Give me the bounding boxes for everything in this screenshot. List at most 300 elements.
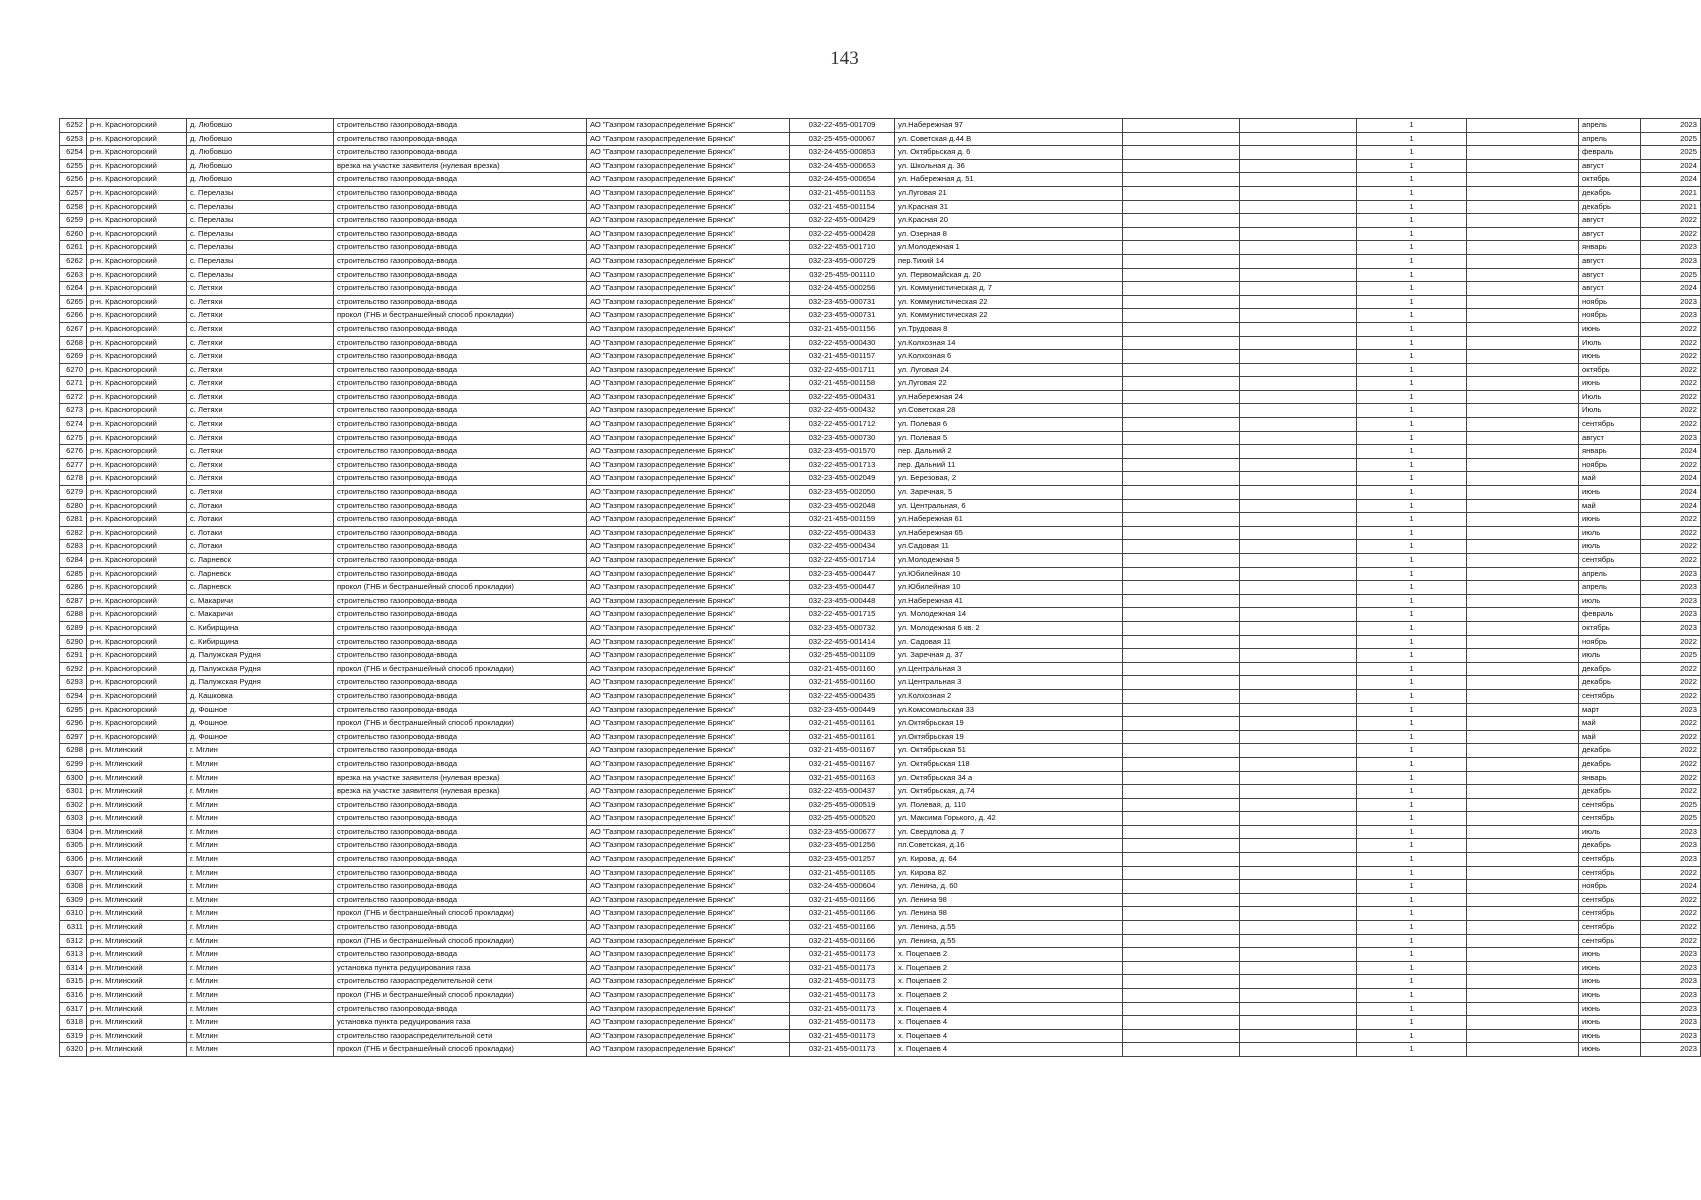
work-type-cell: врезка на участке заявителя (нулевая врезка)	[334, 785, 587, 799]
table-row	[60, 227, 1701, 241]
district-cell: р-н. Красногорский	[87, 554, 187, 568]
work-type-cell: строительство газопровода-ввода	[334, 866, 587, 880]
year-cell: 2022	[1641, 744, 1701, 758]
row-number-cell: 6253	[60, 132, 87, 146]
row-number-cell: 6317	[60, 1002, 87, 1016]
empty-col-3-cell	[1467, 241, 1579, 255]
year-cell: 2023	[1641, 119, 1701, 133]
quantity-cell: 1	[1357, 214, 1467, 228]
address-cell: ул. Луговая 24	[895, 363, 1123, 377]
empty-col-3-cell	[1467, 119, 1579, 133]
month-cell: Июль	[1579, 336, 1641, 350]
work-type-cell: прокол (ГНБ и бестраншейный способ прокладки)	[334, 934, 587, 948]
empty-col-2-cell	[1240, 581, 1357, 595]
organization-cell: АО "Газпром газораспределение Брянск"	[587, 825, 790, 839]
address-cell: ул.Центральная 3	[895, 662, 1123, 676]
cadastral-number-cell: 032-22-455-001713	[790, 458, 895, 472]
row-number-cell: 6269	[60, 350, 87, 364]
address-cell: х. Поцепаев 4	[895, 1043, 1123, 1057]
quantity-cell: 1	[1357, 186, 1467, 200]
empty-col-2-cell	[1240, 961, 1357, 975]
empty-col-2-cell	[1240, 893, 1357, 907]
work-type-cell: строительство газопровода-ввода	[334, 254, 587, 268]
empty-col-2-cell	[1240, 186, 1357, 200]
cadastral-number-cell: 032-21-455-001160	[790, 662, 895, 676]
month-cell: декабрь	[1579, 785, 1641, 799]
address-cell: ул. Набережная д. 51	[895, 173, 1123, 187]
empty-col-2-cell	[1240, 309, 1357, 323]
empty-col-3-cell	[1467, 445, 1579, 459]
settlement-cell: г. Мглин	[187, 771, 334, 785]
address-cell: ул.Набережная 97	[895, 119, 1123, 133]
empty-col-2-cell	[1240, 798, 1357, 812]
settlement-cell: д. Любовшо	[187, 119, 334, 133]
empty-col-1-cell	[1123, 227, 1240, 241]
year-cell: 2023	[1641, 1043, 1701, 1057]
quantity-cell: 1	[1357, 472, 1467, 486]
work-type-cell: строительство газопровода-ввода	[334, 200, 587, 214]
table-row	[60, 771, 1701, 785]
district-cell: р-н. Мглинский	[87, 934, 187, 948]
empty-col-2-cell	[1240, 445, 1357, 459]
year-cell: 2024	[1641, 472, 1701, 486]
organization-cell: АО "Газпром газораспределение Брянск"	[587, 282, 790, 296]
month-cell: июнь	[1579, 513, 1641, 527]
row-number-cell: 6306	[60, 853, 87, 867]
cadastral-number-cell: 032-24-455-000853	[790, 146, 895, 160]
organization-cell: АО "Газпром газораспределение Брянск"	[587, 771, 790, 785]
month-cell: май	[1579, 717, 1641, 731]
row-number-cell: 6276	[60, 445, 87, 459]
year-cell: 2022	[1641, 540, 1701, 554]
empty-col-3-cell	[1467, 1016, 1579, 1030]
year-cell: 2024	[1641, 282, 1701, 296]
cadastral-number-cell: 032-23-455-000729	[790, 254, 895, 268]
empty-col-2-cell	[1240, 1002, 1357, 1016]
organization-cell: АО "Газпром газораспределение Брянск"	[587, 186, 790, 200]
cadastral-number-cell: 032-23-455-002048	[790, 499, 895, 513]
address-cell: ул. Коммунистическая 22	[895, 295, 1123, 309]
month-cell: август	[1579, 227, 1641, 241]
work-type-cell: прокол (ГНБ и бестраншейный способ прокладки)	[334, 581, 587, 595]
empty-col-3-cell	[1467, 608, 1579, 622]
month-cell: июль	[1579, 540, 1641, 554]
empty-col-1-cell	[1123, 458, 1240, 472]
row-number-cell: 6285	[60, 567, 87, 581]
organization-cell: АО "Газпром газораспределение Брянск"	[587, 499, 790, 513]
address-cell: ул. Полевая 6	[895, 418, 1123, 432]
month-cell: Июль	[1579, 390, 1641, 404]
empty-col-2-cell	[1240, 703, 1357, 717]
work-type-cell: строительство газопровода-ввода	[334, 676, 587, 690]
district-cell: р-н. Красногорский	[87, 567, 187, 581]
empty-col-1-cell	[1123, 214, 1240, 228]
organization-cell: АО "Газпром газораспределение Брянск"	[587, 472, 790, 486]
organization-cell: АО "Газпром газораспределение Брянск"	[587, 295, 790, 309]
table-row	[60, 1043, 1701, 1057]
month-cell: июнь	[1579, 322, 1641, 336]
quantity-cell: 1	[1357, 445, 1467, 459]
organization-cell: АО "Газпром газораспределение Брянск"	[587, 717, 790, 731]
cadastral-number-cell: 032-22-455-000434	[790, 540, 895, 554]
empty-col-1-cell	[1123, 336, 1240, 350]
table-row	[60, 921, 1701, 935]
year-cell: 2022	[1641, 513, 1701, 527]
row-number-cell: 6283	[60, 540, 87, 554]
address-cell: ул. Кирова, д. 64	[895, 853, 1123, 867]
table-row	[60, 540, 1701, 554]
cadastral-number-cell: 032-24-455-000604	[790, 880, 895, 894]
organization-cell: АО "Газпром газораспределение Брянск"	[587, 676, 790, 690]
month-cell: февраль	[1579, 608, 1641, 622]
table-row	[60, 975, 1701, 989]
settlement-cell: д. Любовшо	[187, 132, 334, 146]
address-cell: ул. Ленина, д.55	[895, 921, 1123, 935]
address-cell: ул.Комсомольская 33	[895, 703, 1123, 717]
empty-col-1-cell	[1123, 146, 1240, 160]
quantity-cell: 1	[1357, 146, 1467, 160]
row-number-cell: 6272	[60, 390, 87, 404]
organization-cell: АО "Газпром газораспределение Брянск"	[587, 241, 790, 255]
work-type-cell: строительство газопровода-ввода	[334, 621, 587, 635]
row-number-cell: 6267	[60, 322, 87, 336]
empty-col-1-cell	[1123, 282, 1240, 296]
year-cell: 2023	[1641, 1029, 1701, 1043]
work-type-cell: врезка на участке заявителя (нулевая врезка)	[334, 159, 587, 173]
month-cell: июнь	[1579, 1029, 1641, 1043]
district-cell: р-н. Красногорский	[87, 458, 187, 472]
row-number-cell: 6289	[60, 621, 87, 635]
settlement-cell: с. Перелазы	[187, 254, 334, 268]
row-number-cell: 6310	[60, 907, 87, 921]
empty-col-1-cell	[1123, 431, 1240, 445]
district-cell: р-н. Мглинский	[87, 961, 187, 975]
organization-cell: АО "Газпром газораспределение Брянск"	[587, 309, 790, 323]
settlement-cell: с. Летяхи	[187, 350, 334, 364]
row-number-cell: 6297	[60, 730, 87, 744]
district-cell: р-н. Красногорский	[87, 499, 187, 513]
address-cell: ул. Садовая 11	[895, 635, 1123, 649]
empty-col-3-cell	[1467, 934, 1579, 948]
empty-col-1-cell	[1123, 554, 1240, 568]
empty-col-1-cell	[1123, 513, 1240, 527]
district-cell: р-н. Красногорский	[87, 717, 187, 731]
table-row	[60, 173, 1701, 187]
empty-col-2-cell	[1240, 567, 1357, 581]
work-type-cell: строительство газопровода-ввода	[334, 499, 587, 513]
year-cell: 2021	[1641, 186, 1701, 200]
empty-col-1-cell	[1123, 377, 1240, 391]
empty-col-2-cell	[1240, 173, 1357, 187]
cadastral-number-cell: 032-25-455-000520	[790, 812, 895, 826]
organization-cell: АО "Газпром газораспределение Брянск"	[587, 146, 790, 160]
work-type-cell: строительство газопровода-ввода	[334, 186, 587, 200]
year-cell: 2022	[1641, 554, 1701, 568]
work-type-cell: строительство газопровода-ввода	[334, 472, 587, 486]
address-cell: х. Поцепаев 2	[895, 948, 1123, 962]
cadastral-number-cell: 032-21-455-001167	[790, 744, 895, 758]
year-cell: 2024	[1641, 445, 1701, 459]
district-cell: р-н. Красногорский	[87, 689, 187, 703]
settlement-cell: г. Мглин	[187, 934, 334, 948]
work-type-cell: прокол (ГНБ и бестраншейный способ прокладки)	[334, 1043, 587, 1057]
district-cell: р-н. Мглинский	[87, 880, 187, 894]
empty-col-2-cell	[1240, 1043, 1357, 1057]
month-cell: июнь	[1579, 1002, 1641, 1016]
empty-col-2-cell	[1240, 472, 1357, 486]
settlement-cell: д. Фошное	[187, 717, 334, 731]
district-cell: р-н. Красногорский	[87, 282, 187, 296]
address-cell: х. Поцепаев 2	[895, 989, 1123, 1003]
table-row	[60, 486, 1701, 500]
quantity-cell: 1	[1357, 431, 1467, 445]
year-cell: 2022	[1641, 662, 1701, 676]
month-cell: август	[1579, 159, 1641, 173]
organization-cell: АО "Газпром газораспределение Брянск"	[587, 445, 790, 459]
quantity-cell: 1	[1357, 785, 1467, 799]
empty-col-3-cell	[1467, 1002, 1579, 1016]
work-type-cell: строительство газопровода-ввода	[334, 119, 587, 133]
month-cell: сентябрь	[1579, 866, 1641, 880]
empty-col-3-cell	[1467, 975, 1579, 989]
quantity-cell: 1	[1357, 703, 1467, 717]
district-cell: р-н. Красногорский	[87, 676, 187, 690]
settlement-cell: д. Фошное	[187, 703, 334, 717]
table-row	[60, 377, 1701, 391]
year-cell: 2022	[1641, 934, 1701, 948]
district-cell: р-н. Красногорский	[87, 241, 187, 255]
year-cell: 2024	[1641, 499, 1701, 513]
table-row	[60, 445, 1701, 459]
year-cell: 2025	[1641, 812, 1701, 826]
address-cell: х. Поцепаев 2	[895, 961, 1123, 975]
work-type-cell: строительство газопровода-ввода	[334, 350, 587, 364]
row-number-cell: 6277	[60, 458, 87, 472]
cadastral-number-cell: 032-21-455-001166	[790, 921, 895, 935]
row-number-cell: 6293	[60, 676, 87, 690]
work-type-cell: прокол (ГНБ и бестраншейный способ прокладки)	[334, 989, 587, 1003]
year-cell: 2023	[1641, 581, 1701, 595]
table-row	[60, 336, 1701, 350]
cadastral-number-cell: 032-21-455-001173	[790, 1029, 895, 1043]
table-row	[60, 431, 1701, 445]
table-row	[60, 635, 1701, 649]
year-cell: 2023	[1641, 961, 1701, 975]
empty-col-3-cell	[1467, 1043, 1579, 1057]
table-row	[60, 662, 1701, 676]
cadastral-number-cell: 032-22-455-001714	[790, 554, 895, 568]
address-cell: ул.Октябрьская 19	[895, 730, 1123, 744]
cadastral-number-cell: 032-24-455-000653	[790, 159, 895, 173]
table-row	[60, 119, 1701, 133]
row-number-cell: 6266	[60, 309, 87, 323]
quantity-cell: 1	[1357, 377, 1467, 391]
table-row	[60, 295, 1701, 309]
empty-col-3-cell	[1467, 812, 1579, 826]
empty-col-3-cell	[1467, 893, 1579, 907]
quantity-cell: 1	[1357, 1016, 1467, 1030]
month-cell: июнь	[1579, 377, 1641, 391]
table-row	[60, 200, 1701, 214]
month-cell: сентябрь	[1579, 554, 1641, 568]
district-cell: р-н. Красногорский	[87, 662, 187, 676]
month-cell: сентябрь	[1579, 907, 1641, 921]
work-type-cell: строительство газопровода-ввода	[334, 418, 587, 432]
quantity-cell: 1	[1357, 893, 1467, 907]
work-type-cell: строительство газопровода-ввода	[334, 322, 587, 336]
district-cell: р-н. Красногорский	[87, 254, 187, 268]
empty-col-2-cell	[1240, 200, 1357, 214]
district-cell: р-н. Красногорский	[87, 322, 187, 336]
work-type-cell: строительство газопровода-ввода	[334, 730, 587, 744]
district-cell: р-н. Мглинский	[87, 989, 187, 1003]
settlement-cell: с. Летяхи	[187, 363, 334, 377]
empty-col-3-cell	[1467, 961, 1579, 975]
empty-col-1-cell	[1123, 635, 1240, 649]
quantity-cell: 1	[1357, 363, 1467, 377]
table-row	[60, 567, 1701, 581]
month-cell: июнь	[1579, 975, 1641, 989]
organization-cell: АО "Газпром газораспределение Брянск"	[587, 662, 790, 676]
address-cell: ул. Молодежная 14	[895, 608, 1123, 622]
work-type-cell: строительство газопровода-ввода	[334, 689, 587, 703]
organization-cell: АО "Газпром газораспределение Брянск"	[587, 839, 790, 853]
table-row	[60, 146, 1701, 160]
table-row	[60, 621, 1701, 635]
empty-col-3-cell	[1467, 377, 1579, 391]
settlement-cell: г. Мглин	[187, 744, 334, 758]
work-type-cell: врезка на участке заявителя (нулевая врезка)	[334, 771, 587, 785]
table-row	[60, 934, 1701, 948]
empty-col-3-cell	[1467, 730, 1579, 744]
district-cell: р-н. Мглинский	[87, 785, 187, 799]
month-cell: декабрь	[1579, 200, 1641, 214]
empty-col-1-cell	[1123, 621, 1240, 635]
quantity-cell: 1	[1357, 798, 1467, 812]
cadastral-number-cell: 032-23-455-000677	[790, 825, 895, 839]
settlement-cell: г. Мглин	[187, 975, 334, 989]
work-type-cell: строительство газопровода-ввода	[334, 458, 587, 472]
month-cell: сентябрь	[1579, 934, 1641, 948]
empty-col-3-cell	[1467, 499, 1579, 513]
organization-cell: АО "Газпром газораспределение Брянск"	[587, 486, 790, 500]
organization-cell: АО "Газпром газораспределение Брянск"	[587, 418, 790, 432]
row-number-cell: 6280	[60, 499, 87, 513]
cadastral-number-cell: 032-21-455-001165	[790, 866, 895, 880]
work-type-cell: строительство газопровода-ввода	[334, 513, 587, 527]
empty-col-1-cell	[1123, 785, 1240, 799]
row-number-cell: 6265	[60, 295, 87, 309]
year-cell: 2023	[1641, 1002, 1701, 1016]
settlement-cell: г. Мглин	[187, 798, 334, 812]
row-number-cell: 6311	[60, 921, 87, 935]
month-cell: сентябрь	[1579, 893, 1641, 907]
organization-cell: АО "Газпром газораспределение Брянск"	[587, 132, 790, 146]
organization-cell: АО "Газпром газораспределение Брянск"	[587, 812, 790, 826]
row-number-cell: 6257	[60, 186, 87, 200]
cadastral-number-cell: 032-22-455-000433	[790, 526, 895, 540]
district-cell: р-н. Мглинский	[87, 866, 187, 880]
work-type-cell: строительство газопровода-ввода	[334, 921, 587, 935]
empty-col-1-cell	[1123, 1016, 1240, 1030]
address-cell: ул.Юбилейная 10	[895, 581, 1123, 595]
empty-col-1-cell	[1123, 839, 1240, 853]
quantity-cell: 1	[1357, 825, 1467, 839]
organization-cell: АО "Газпром газораспределение Брянск"	[587, 554, 790, 568]
settlement-cell: д. Палужская Рудня	[187, 676, 334, 690]
year-cell: 2023	[1641, 309, 1701, 323]
empty-col-2-cell	[1240, 717, 1357, 731]
settlement-cell: с. Лотаки	[187, 499, 334, 513]
work-type-cell: строительство газопровода-ввода	[334, 241, 587, 255]
district-cell: р-н. Красногорский	[87, 540, 187, 554]
empty-col-1-cell	[1123, 254, 1240, 268]
address-cell: ул. Ленина, д. 60	[895, 880, 1123, 894]
row-number-cell: 6303	[60, 812, 87, 826]
cadastral-number-cell: 032-21-455-001166	[790, 893, 895, 907]
settlement-cell: с. Ларневск	[187, 554, 334, 568]
address-cell: ул. Октябрьская, д.74	[895, 785, 1123, 799]
year-cell: 2022	[1641, 921, 1701, 935]
year-cell: 2023	[1641, 254, 1701, 268]
year-cell: 2022	[1641, 689, 1701, 703]
year-cell: 2025	[1641, 798, 1701, 812]
table-row	[60, 730, 1701, 744]
year-cell: 2023	[1641, 594, 1701, 608]
organization-cell: АО "Газпром газораспределение Брянск"	[587, 431, 790, 445]
year-cell: 2022	[1641, 322, 1701, 336]
quantity-cell: 1	[1357, 594, 1467, 608]
address-cell: х. Поцепаев 4	[895, 1029, 1123, 1043]
empty-col-3-cell	[1467, 268, 1579, 282]
district-cell: р-н. Красногорский	[87, 472, 187, 486]
empty-col-2-cell	[1240, 336, 1357, 350]
work-type-cell: строительство газопровода-ввода	[334, 282, 587, 296]
settlement-cell: г. Мглин	[187, 948, 334, 962]
empty-col-2-cell	[1240, 282, 1357, 296]
address-cell: ул.Молодежная 5	[895, 554, 1123, 568]
year-cell: 2022	[1641, 458, 1701, 472]
cadastral-number-cell: 032-22-455-000429	[790, 214, 895, 228]
year-cell: 2022	[1641, 404, 1701, 418]
cadastral-number-cell: 032-21-455-001161	[790, 730, 895, 744]
quantity-cell: 1	[1357, 757, 1467, 771]
table-row	[60, 404, 1701, 418]
district-cell: р-н. Красногорский	[87, 336, 187, 350]
year-cell: 2023	[1641, 621, 1701, 635]
cadastral-number-cell: 032-22-455-001711	[790, 363, 895, 377]
empty-col-1-cell	[1123, 173, 1240, 187]
settlement-cell: с. Летяхи	[187, 309, 334, 323]
empty-col-3-cell	[1467, 458, 1579, 472]
cadastral-number-cell: 032-23-455-000731	[790, 309, 895, 323]
empty-col-3-cell	[1467, 621, 1579, 635]
settlement-cell: с. Летяхи	[187, 295, 334, 309]
empty-col-2-cell	[1240, 785, 1357, 799]
empty-col-2-cell	[1240, 241, 1357, 255]
settlement-cell: д. Палужская Рудня	[187, 662, 334, 676]
row-number-cell: 6296	[60, 717, 87, 731]
row-number-cell: 6256	[60, 173, 87, 187]
quantity-cell: 1	[1357, 853, 1467, 867]
empty-col-2-cell	[1240, 268, 1357, 282]
year-cell: 2023	[1641, 825, 1701, 839]
district-cell: р-н. Мглинский	[87, 907, 187, 921]
empty-col-1-cell	[1123, 1029, 1240, 1043]
district-cell: р-н. Мглинский	[87, 893, 187, 907]
district-cell: р-н. Красногорский	[87, 119, 187, 133]
empty-col-1-cell	[1123, 853, 1240, 867]
